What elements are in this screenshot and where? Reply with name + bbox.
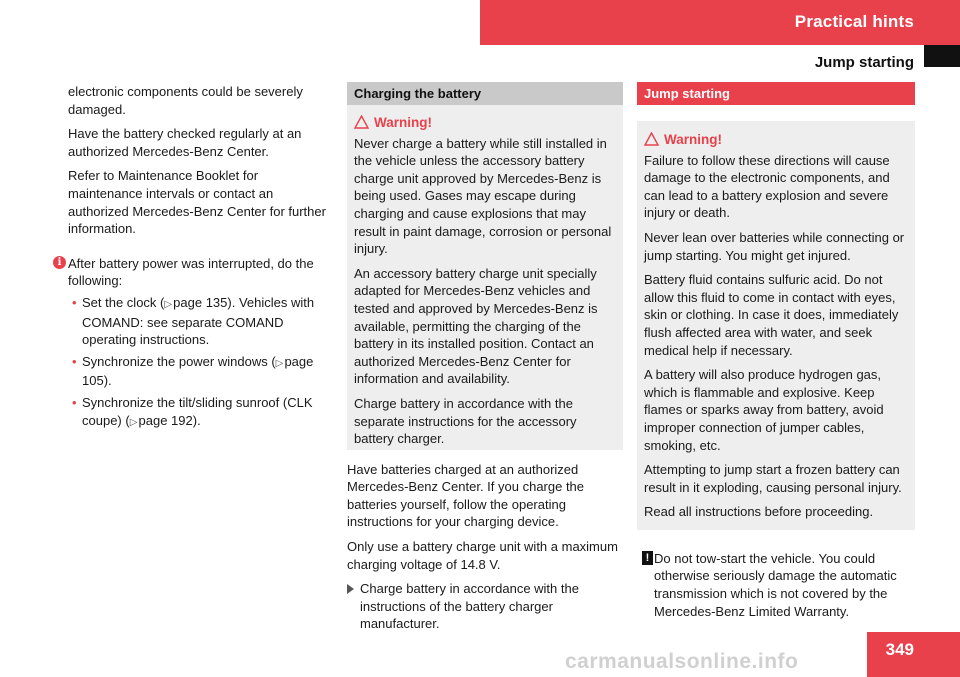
column-middle: [347, 83, 623, 633]
paragraph: Refer to Maintenance Booklet for maintenance intervals or contact an authorized Mercedes-Benz Center for further information.: [68, 168, 326, 237]
list-item: • Set the clock (▷ page 135). Vehicles with COMAND: see separate COMAND operating instructions.: [72, 294, 315, 348]
info-icon: i: [53, 256, 66, 269]
instruction-step: Charge battery in accordance with the instructions of the battery charger manufacturer.: [347, 580, 623, 633]
jump-warning-box: [637, 121, 915, 530]
paragraph: electronic components could be severely damaged.: [68, 84, 303, 117]
warning-paragraph: Charge battery in accordance with the separate instructions for the accessory battery charger.: [354, 395, 577, 447]
warning-paragraph: Never lean over batteries while connecting or jump starting. You might get injured.: [644, 229, 905, 263]
warning-paragraph: Read all instructions before proceeding.: [644, 504, 874, 520]
bullet-dot-icon: •: [72, 394, 77, 410]
subsection-title: Jump starting: [814, 54, 914, 71]
warning-triangle-icon: [644, 132, 659, 146]
bullet-dot-icon: •: [72, 353, 77, 369]
step-arrow-icon: [347, 584, 354, 594]
jump-section-heading: Jump starting: [637, 82, 915, 105]
warning-paragraph: Battery fluid contains sulfuric acid. Do not allow this fluid to come in contact with eyes, skin or clothing. In case it does, immediately flush affected area with water, and seek medical help if necessary.: [644, 272, 899, 358]
warning-paragraph: Never charge a battery while still installed in the vehicle unless the accessory battery charge unit approved by Mercedes-Benz is being used. Gases may escape during charging and cause explosions that may result in paint damage, corrosion or personal injury.: [354, 135, 612, 257]
page-reference-arrow-icon: ▷: [275, 357, 284, 369]
page-reference-arrow-icon: ▷: [164, 298, 173, 310]
info-note: [55, 255, 333, 431]
warning-title: Warning!: [644, 131, 908, 149]
bullet-dot-icon: •: [72, 294, 77, 310]
page-number: 349: [885, 640, 914, 659]
warning-paragraph: An accessory battery charge unit specially adapted for Mercedes-Benz vehicles and tested and approved by Mercedes-Benz is available, permitting the charging of the battery in its installed position. Contact an authorized Mercedes-Benz Center for information and availability.: [354, 265, 598, 387]
paragraph: Have batteries charged at an authorized Mercedes-Benz Center. If you charge the batteries yourself, follow the operating instructions for your charging device.: [347, 461, 585, 530]
paragraph: Only use a battery charge unit with a maximum charging voltage of 14.8 V.: [347, 539, 618, 572]
paragraph: Have the battery checked regularly at an authorized Mercedes-Benz Center.: [68, 126, 302, 159]
warning-paragraph: Failure to follow these directions will cause damage to the electronic components, and can lead to a battery explosion and severe injury or death.: [644, 152, 890, 221]
page-reference-link[interactable]: page 192: [138, 412, 193, 428]
column-left: [57, 83, 333, 431]
thumb-tab-marker: [924, 45, 960, 67]
page-reference-link[interactable]: page 135: [173, 294, 228, 310]
section-title: Practical hints: [794, 12, 914, 31]
caution-exclamation-icon: !: [642, 551, 653, 565]
charging-warning-box: [347, 105, 623, 450]
warning-title: Warning!: [354, 114, 616, 132]
list-item: • Synchronize the tilt/sliding sunroof (CLK coupe) (▷ page 192).: [72, 394, 313, 428]
warning-paragraph: Attempting to jump start a frozen battery can result in it exploding, causing personal injury.: [644, 462, 902, 495]
caution-note: ! Do not tow-start the vehicle. You could otherwise seriously damage the automatic transmission which is not covered by the Mercedes-Benz Limited Warranty.: [637, 550, 915, 620]
column-right: [637, 83, 915, 620]
warning-paragraph: A battery will also produce hydrogen gas, which is flammable and explosive. Keep flames or sparks away from battery, avoid improper connection of jumper cables, smoking, etc.: [644, 367, 884, 453]
charging-body: [347, 461, 623, 633]
warning-triangle-icon: [354, 115, 369, 129]
charging-section-heading: Charging the battery: [347, 82, 623, 105]
list-item: • Synchronize the power windows (▷ page 105).: [72, 353, 314, 389]
page-reference-arrow-icon: ▷: [129, 416, 138, 428]
info-intro: After battery power was interrupted, do the following:: [68, 255, 314, 289]
page-reference-link[interactable]: page 105: [82, 353, 314, 389]
watermark-text: carmanualsonline.info: [565, 650, 799, 673]
